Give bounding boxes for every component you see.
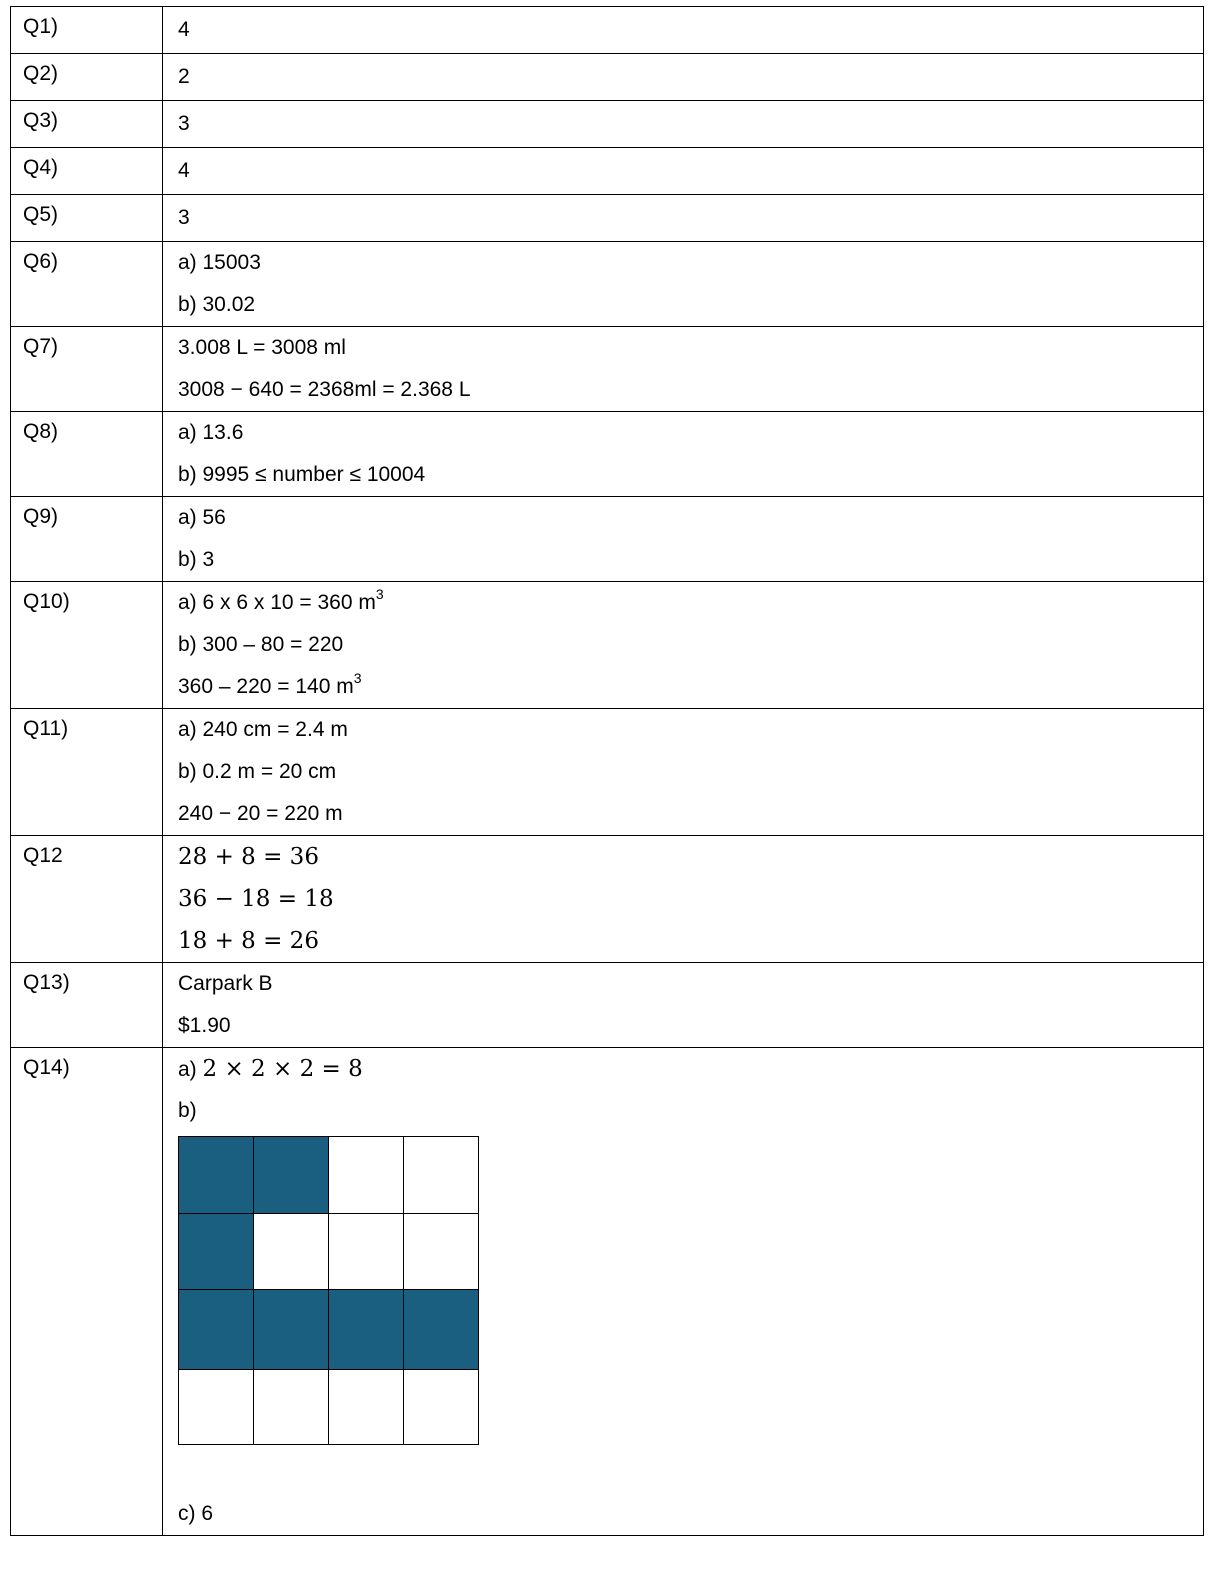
question-cell xyxy=(11,497,163,582)
question-cell xyxy=(11,242,163,327)
grid-cell-empty xyxy=(404,1214,479,1290)
answer-line: 3008 − 640 = 2368ml = 2.368 L xyxy=(178,378,471,401)
answer-cell xyxy=(163,148,1204,195)
question-label: Q13) xyxy=(23,971,70,994)
question-cell xyxy=(11,54,163,101)
answer-line: 240 − 20 = 220 m xyxy=(178,802,343,825)
answer-cell xyxy=(163,7,1204,54)
table-row xyxy=(11,1048,1204,1536)
answer-cell xyxy=(163,412,1204,497)
table-row xyxy=(11,195,1204,242)
answer-line: Carpark B xyxy=(178,972,273,995)
table-row xyxy=(11,709,1204,836)
question-label: Q14) xyxy=(23,1056,70,1079)
grid-cell-shaded xyxy=(254,1137,329,1214)
question-label: Q6) xyxy=(23,250,59,273)
shape-grid xyxy=(178,1136,479,1445)
table-row xyxy=(11,582,1204,709)
part-label: a) xyxy=(178,1058,203,1081)
answer-cell xyxy=(163,497,1204,582)
answer-text: 360 – 220 = 140 m xyxy=(178,675,354,698)
question-label: Q4) xyxy=(23,156,59,179)
grid-cell-shaded xyxy=(179,1214,254,1290)
answer-line: $1.90 xyxy=(178,1014,231,1037)
answer-cell xyxy=(163,242,1204,327)
question-label: Q11) xyxy=(23,717,69,740)
table-row xyxy=(11,412,1204,497)
table-row xyxy=(11,101,1204,148)
question-cell xyxy=(11,148,163,195)
grid-cell-empty xyxy=(404,1137,479,1214)
question-label: Q10) xyxy=(23,590,70,613)
answer-cell xyxy=(163,101,1204,148)
question-label: Q9) xyxy=(23,505,59,528)
question-label: Q7) xyxy=(23,335,59,358)
answer-line xyxy=(163,582,1203,624)
grid-cell-shaded xyxy=(179,1137,254,1214)
answer-cell xyxy=(163,709,1204,836)
question-label: Q1) xyxy=(23,15,59,38)
question-cell xyxy=(11,101,163,148)
question-cell xyxy=(11,709,163,836)
answer-cell xyxy=(163,836,1204,963)
grid-cell-empty xyxy=(179,1370,254,1445)
answer-line: 4 xyxy=(178,18,190,41)
grid-cell-empty xyxy=(329,1137,404,1214)
grid-cell-shaded xyxy=(254,1290,329,1370)
answer-line: a) 15003 xyxy=(178,251,261,274)
question-cell xyxy=(11,582,163,709)
answer-line: 4 xyxy=(178,159,190,182)
table-row xyxy=(11,327,1204,412)
answer-line: a) 56 xyxy=(178,506,226,529)
question-cell xyxy=(11,836,163,963)
superscript: 3 xyxy=(375,586,384,602)
answer-line: b) 300 – 80 = 220 xyxy=(178,633,344,656)
answer-line: 3 xyxy=(178,206,190,229)
answer-line: b) 9995 ≤ number ≤ 10004 xyxy=(178,463,426,486)
table-row xyxy=(11,148,1204,195)
table-row xyxy=(11,497,1204,582)
grid-cell-shaded xyxy=(404,1290,479,1370)
grid-cell-shaded xyxy=(329,1290,404,1370)
table-row xyxy=(11,7,1204,54)
answer-cell xyxy=(163,327,1204,412)
answer-cell xyxy=(163,963,1204,1048)
grid-cell-empty xyxy=(329,1370,404,1445)
shape-grid-container xyxy=(163,1132,1203,1445)
grid-cell-empty xyxy=(254,1370,329,1445)
grid-cell-empty xyxy=(254,1214,329,1290)
answer-line: b) 0.2 m = 20 cm xyxy=(178,760,337,783)
grid-cell-empty xyxy=(329,1214,404,1290)
superscript: 3 xyxy=(353,670,362,686)
question-cell xyxy=(11,7,163,54)
grid-cell-shaded xyxy=(179,1290,254,1370)
question-label: Q8) xyxy=(23,420,59,443)
question-label: Q3) xyxy=(23,109,59,132)
answer-cell xyxy=(163,54,1204,101)
question-cell xyxy=(11,327,163,412)
math-line: 36 − 18 = 18 xyxy=(178,886,334,912)
answer-line: b) 30.02 xyxy=(178,293,256,316)
answer-line: c) 6 xyxy=(178,1502,214,1525)
answer-table xyxy=(10,6,1204,1536)
table-row xyxy=(11,242,1204,327)
answer-line: 2 xyxy=(178,65,190,88)
answer-line: a) 13.6 xyxy=(178,421,244,444)
answer-line: 3.008 L = 3008 ml xyxy=(178,336,346,359)
question-label: Q2) xyxy=(23,62,59,85)
answer-line: 3 xyxy=(178,112,190,135)
grid-cell-empty xyxy=(404,1370,479,1445)
question-cell xyxy=(11,195,163,242)
answer-line: b) 3 xyxy=(178,548,215,571)
answer-text: a) 6 x 6 x 10 = 360 m xyxy=(178,591,376,614)
question-label: Q5) xyxy=(23,203,59,226)
table-row xyxy=(11,54,1204,101)
question-cell xyxy=(11,963,163,1048)
spacer xyxy=(163,1445,1203,1493)
table-row xyxy=(11,836,1204,963)
math-line: 18 + 8 = 26 xyxy=(178,928,319,954)
answer-cell xyxy=(163,582,1204,709)
math-expression: 2 × 2 × 2 = 8 xyxy=(202,1056,363,1082)
question-cell xyxy=(11,1048,163,1536)
table-row xyxy=(11,963,1204,1048)
math-line: 28 + 8 = 36 xyxy=(178,844,319,870)
question-cell xyxy=(11,412,163,497)
answer-cell xyxy=(163,1048,1204,1536)
question-label: Q12 xyxy=(23,844,63,867)
math-line xyxy=(163,1048,1203,1090)
answer-line xyxy=(163,666,1203,708)
answer-line: a) 240 cm = 2.4 m xyxy=(178,718,348,741)
answer-cell xyxy=(163,195,1204,242)
answer-line: b) xyxy=(178,1099,197,1122)
